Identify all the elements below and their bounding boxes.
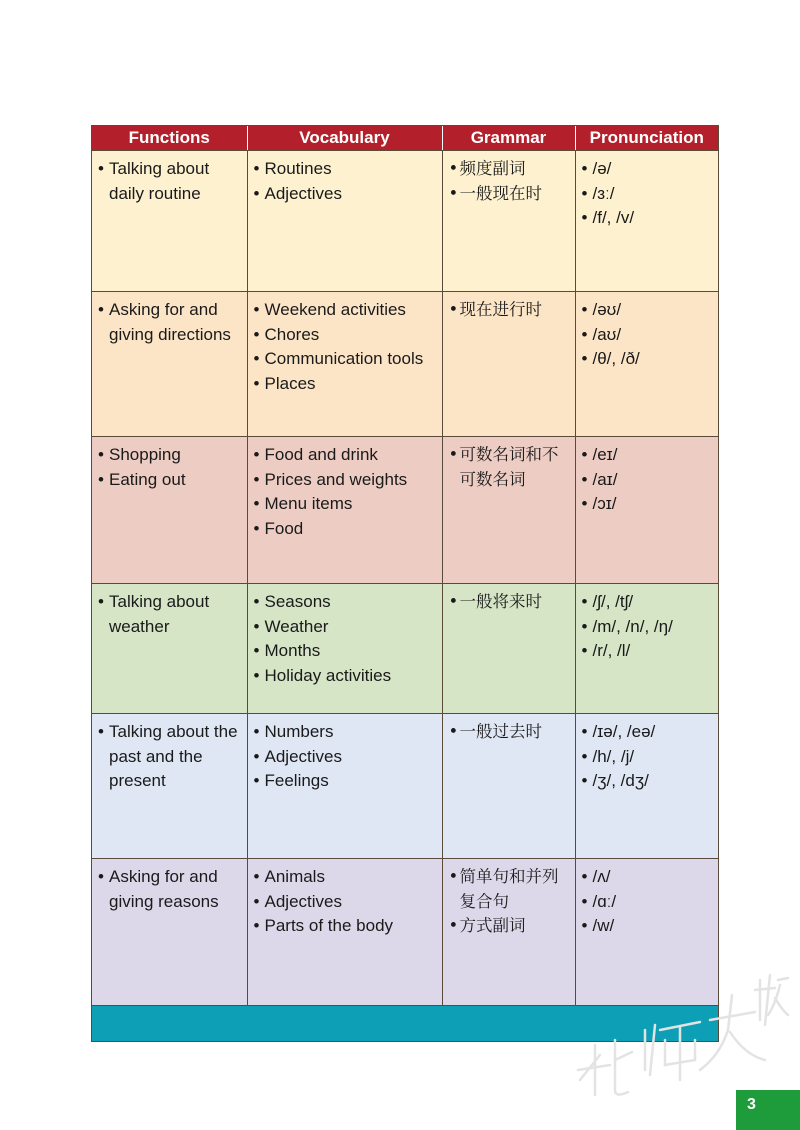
pronunciation-cell bbox=[575, 292, 718, 437]
functions-cell bbox=[92, 714, 247, 859]
list-item: • 简单句和并列复合句 bbox=[449, 865, 569, 914]
list-item: • /ɑː/ bbox=[582, 890, 713, 915]
list-item: • /ʒ/, /dʒ/ bbox=[582, 769, 713, 794]
vocabulary-cell bbox=[247, 584, 442, 714]
list-item: • /əʊ/ bbox=[582, 298, 713, 323]
list-item: • Shopping bbox=[98, 443, 241, 468]
list-item: • Adjectives bbox=[254, 745, 436, 770]
list-item: • Numbers bbox=[254, 720, 436, 745]
list-item: • Animals bbox=[254, 865, 436, 890]
pronunciation-cell bbox=[575, 437, 718, 584]
header-grammar: Grammar bbox=[442, 126, 575, 151]
page-number-badge: 3 bbox=[736, 1090, 800, 1130]
list-item: • Communication tools bbox=[254, 347, 436, 372]
list-item: • Parts of the body bbox=[254, 914, 436, 939]
list-item: • Weather bbox=[254, 615, 436, 640]
list-item: • /w/ bbox=[582, 914, 713, 939]
list-item: • Places bbox=[254, 372, 436, 397]
list-item: • /ɜː/ bbox=[582, 182, 713, 207]
list-item: • Food bbox=[254, 517, 436, 542]
list-item: • /h/, /j/ bbox=[582, 745, 713, 770]
header-row bbox=[92, 126, 718, 151]
table-row bbox=[92, 584, 718, 714]
list-item: • Seasons bbox=[254, 590, 436, 615]
list-item: • /θ/, /ð/ bbox=[582, 347, 713, 372]
list-item: • /ʌ/ bbox=[582, 865, 713, 890]
list-item: • Adjectives bbox=[254, 890, 436, 915]
functions-cell bbox=[92, 859, 247, 1006]
grammar-cell bbox=[442, 859, 575, 1006]
list-item: • 一般将来时 bbox=[449, 590, 569, 615]
list-item: • /ɪə/, /eə/ bbox=[582, 720, 713, 745]
table-row bbox=[92, 714, 718, 859]
header-vocabulary: Vocabulary bbox=[247, 126, 442, 151]
list-item: • Food and drink bbox=[254, 443, 436, 468]
vocabulary-cell bbox=[247, 151, 442, 292]
list-item: • Prices and weights bbox=[254, 468, 436, 493]
list-item: • Holiday activities bbox=[254, 664, 436, 689]
pronunciation-cell bbox=[575, 584, 718, 714]
list-item: • Talking about daily routine bbox=[98, 157, 241, 206]
watermark-logo bbox=[560, 960, 790, 1110]
list-item: • Chores bbox=[254, 323, 436, 348]
list-item: • Months bbox=[254, 639, 436, 664]
list-item: • Menu items bbox=[254, 492, 436, 517]
list-item: • 一般过去时 bbox=[449, 720, 569, 745]
list-item: • /eɪ/ bbox=[582, 443, 713, 468]
syllabus-table bbox=[92, 126, 718, 1041]
list-item: • /ə/ bbox=[582, 157, 713, 182]
list-item: • Routines bbox=[254, 157, 436, 182]
pronunciation-cell bbox=[575, 151, 718, 292]
list-item: • 频度副词 bbox=[449, 157, 569, 182]
header-functions: Functions bbox=[92, 126, 247, 151]
grammar-cell bbox=[442, 151, 575, 292]
list-item: • /aʊ/ bbox=[582, 323, 713, 348]
functions-cell bbox=[92, 584, 247, 714]
vocabulary-cell bbox=[247, 859, 442, 1006]
grammar-cell bbox=[442, 292, 575, 437]
list-item: • Adjectives bbox=[254, 182, 436, 207]
functions-cell bbox=[92, 437, 247, 584]
pronunciation-cell bbox=[575, 714, 718, 859]
list-item: • /ɔɪ/ bbox=[582, 492, 713, 517]
grammar-cell bbox=[442, 584, 575, 714]
functions-cell bbox=[92, 151, 247, 292]
vocabulary-cell bbox=[247, 437, 442, 584]
syllabus-table-container bbox=[91, 125, 719, 1042]
list-item: • Talking about the past and the present bbox=[98, 720, 241, 794]
list-item: • Weekend activities bbox=[254, 298, 436, 323]
list-item: • /f/, /v/ bbox=[582, 206, 713, 231]
list-item: • 现在进行时 bbox=[449, 298, 569, 323]
list-item: • Asking for and giving reasons bbox=[98, 865, 241, 914]
list-item: • Talking about weather bbox=[98, 590, 241, 639]
table-row bbox=[92, 151, 718, 292]
list-item: • /r/, /l/ bbox=[582, 639, 713, 664]
list-item: • /ʃ/, /tʃ/ bbox=[582, 590, 713, 615]
grammar-cell bbox=[442, 437, 575, 584]
list-item: • 方式副词 bbox=[449, 914, 569, 939]
list-item: • /m/, /n/, /ŋ/ bbox=[582, 615, 713, 640]
list-item: • /aɪ/ bbox=[582, 468, 713, 493]
vocabulary-cell bbox=[247, 292, 442, 437]
functions-cell bbox=[92, 292, 247, 437]
table-row bbox=[92, 437, 718, 584]
grammar-cell bbox=[442, 714, 575, 859]
list-item: • 可数名词和不可数名词 bbox=[449, 443, 569, 492]
list-item: • 一般现在时 bbox=[449, 182, 569, 207]
vocabulary-cell bbox=[247, 714, 442, 859]
list-item: • Asking for and giving directions bbox=[98, 298, 241, 347]
header-pronunciation: Pronunciation bbox=[575, 126, 718, 151]
list-item: • Eating out bbox=[98, 468, 241, 493]
table-row bbox=[92, 292, 718, 437]
list-item: • Feelings bbox=[254, 769, 436, 794]
